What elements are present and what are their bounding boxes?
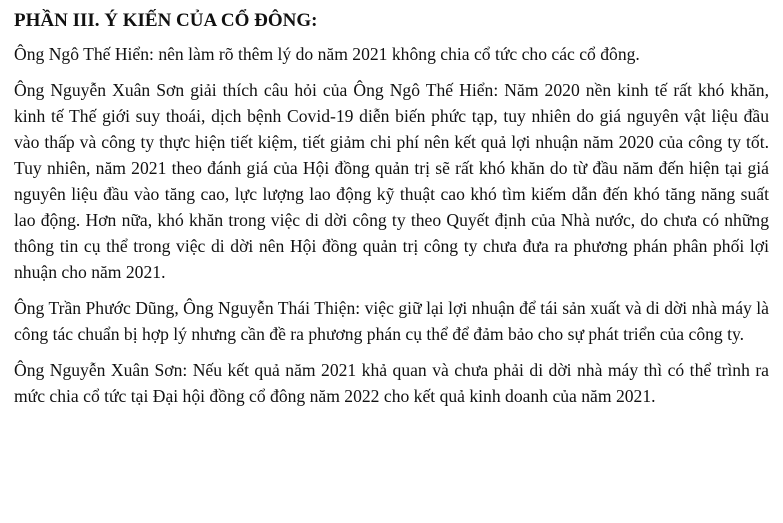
paragraph-shareholder-comment: Ông Trần Phước Dũng, Ông Nguyễn Thái Thiện: việc giữ lại lợi nhuận để tái sản xuất và di dời nhà máy là công tác chuẩn bị hợp lý nhưng cần đề ra phương phán cụ thể để đảm bảo cho sự phát triển của công ty. (14, 298, 769, 344)
section-heading: PHẦN III. Ý KIẾN CỦA CỔ ĐÔNG: (14, 10, 318, 31)
paragraph-board-explanation: Ông Nguyễn Xuân Sơn giải thích câu hỏi của Ông Ngô Thế Hiển: Năm 2020 nền kinh tế rất khó khăn, kinh tế Thế giới suy thoái, dịch bệnh Covid-19 diễn biến phức tạp, tuy nhiên do giá nguyên vật liệu đầu vào thấp và công ty thực hiện tiết kiệm, tiết giảm chi phí nên kết quả lợi nhuận năm 2020 của công ty tốt. Tuy nhiên, năm 2021 theo đánh giá của Hội đồng quản trị sẽ rất khó khăn do từ đầu năm đến hiện tại giá nguyên liệu đầu vào tăng cao, lực lượng lao động kỹ thuật cao khó tìm kiếm dẫn đến khó tăng năng suất lao động. Hơn nữa, khó khăn trong việc di dời công ty theo Quyết định của Nhà nước, do chưa có những thông tin cụ thể trong việc di dời nên Hội đồng quản trị công ty chưa đưa ra phương phán phân phối lợi nhuận cho năm 2021. (14, 80, 769, 282)
paragraph-shareholder-question: Ông Ngô Thế Hiển: nên làm rõ thêm lý do năm 2021 không chia cổ tức cho các cổ đông. (14, 44, 640, 64)
paragraph-board-response: Ông Nguyễn Xuân Sơn: Nếu kết quả năm 2021 khả quan và chưa phải di dời nhà máy thì có thể trình ra mức chia cổ tức tại Đại hội đồng cổ đông năm 2022 cho kết quả kinh doanh của năm 2021. (14, 360, 769, 406)
